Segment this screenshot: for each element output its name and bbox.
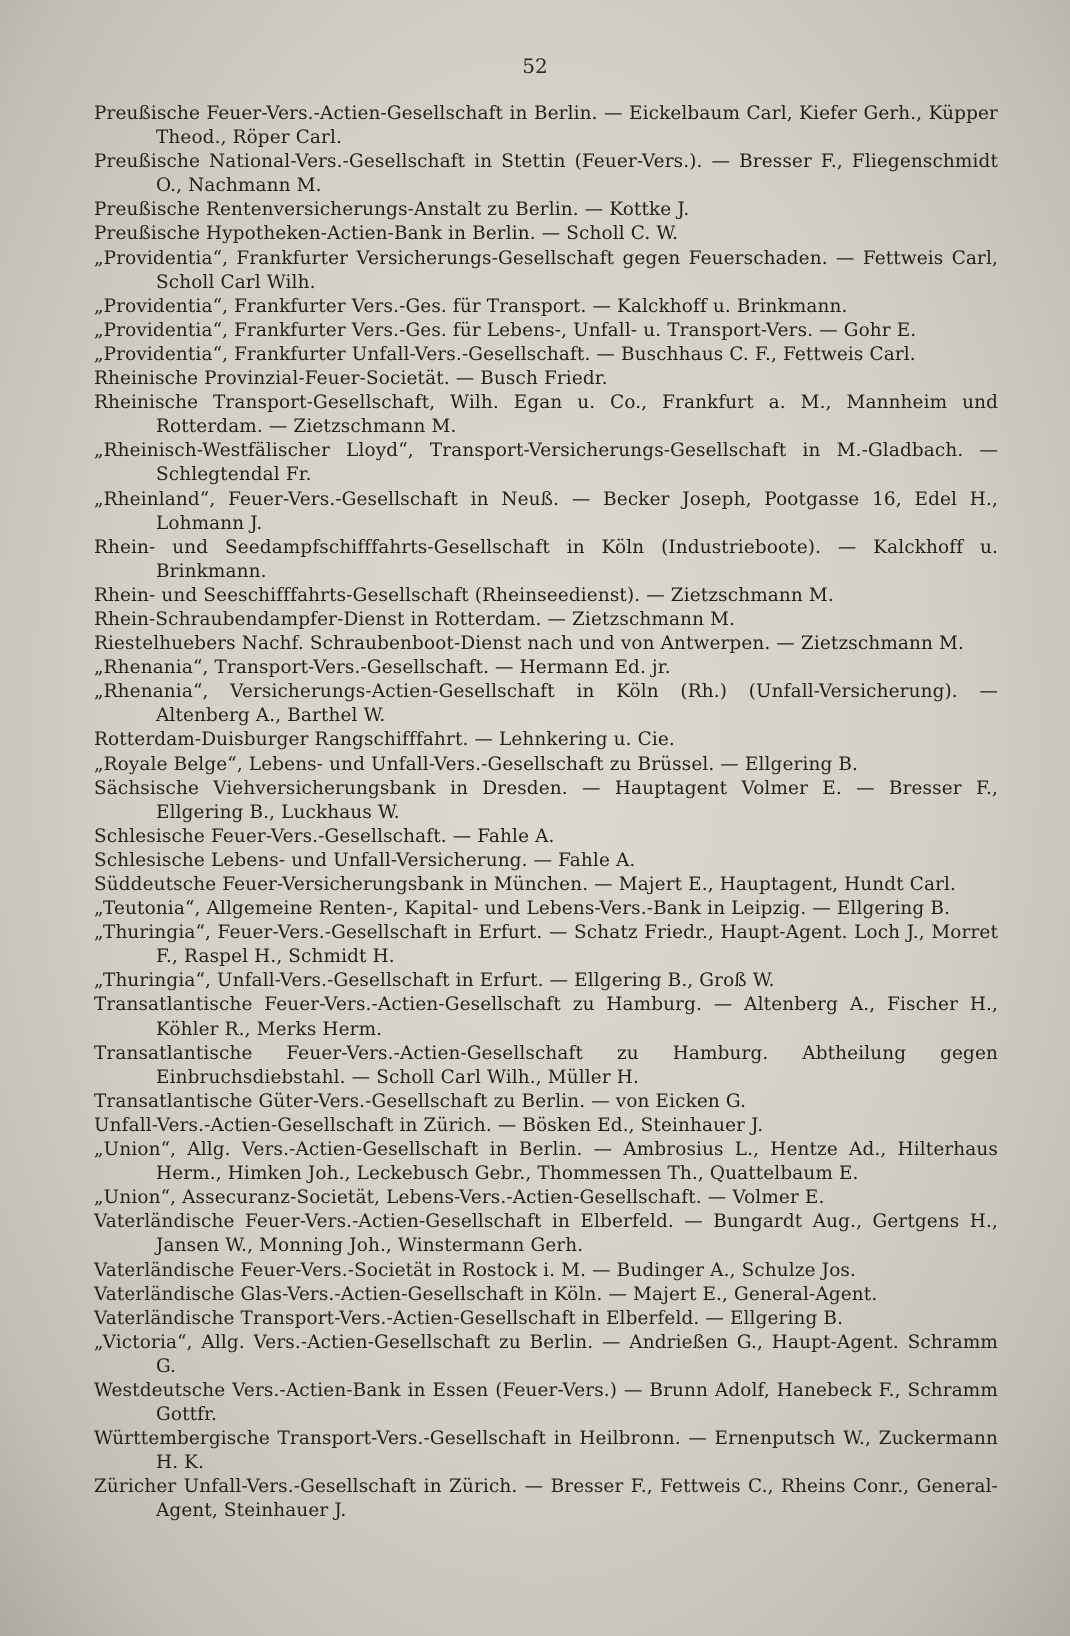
- list-item: „Rhenania“, Transport-Vers.-Gesellschaft. — Hermann Ed. jr.: [94, 657, 671, 679]
- entry-list: [94, 102, 998, 1524]
- list-item: Rhein- und Seedampfschifffahrts-Gesellschaft in Köln (Industrieboote). — Kalckhoff u. Brinkmann.: [94, 536, 998, 582]
- list-item: Sächsische Viehversicherungsbank in Dresden. — Hauptagent Volmer E. — Bresser F., Ellgering B., Luckhaus W.: [94, 777, 998, 823]
- list-item: „Providentia“, Frankfurter Unfall-Vers.-Gesellschaft. — Buschhaus C. F., Fettweis Carl.: [94, 343, 916, 365]
- list-item: Unfall-Vers.-Actien-Gesellschaft in Zürich. — Bösken Ed., Steinhauer J.: [94, 1114, 764, 1136]
- list-item: Preußische Feuer-Vers.-Actien-Gesellschaft in Berlin. — Eickelbaum Carl, Kiefer Gerh., Küpper Theod., Röper Carl.: [94, 103, 998, 149]
- list-item: Schlesische Feuer-Vers.-Gesellschaft. — Fahle A.: [94, 825, 555, 847]
- list-item: „Providentia“, Frankfurter Vers.-Ges. für Transport. — Kalckhoff u. Brinkmann.: [94, 295, 848, 317]
- list-item: „Victoria“, Allg. Vers.-Actien-Gesellschaft zu Berlin. — Andrießen G., Haupt-Agent. Schramm G.: [94, 1331, 998, 1377]
- list-item: Westdeutsche Vers.-Actien-Bank in Essen (Feuer-Vers.) — Brunn Adolf, Hanebeck F., Schramm Gottfr.: [94, 1379, 998, 1426]
- page-number: 52: [522, 54, 548, 78]
- list-item: „Thuringia“, Unfall-Vers.-Gesellschaft in Erfurt. — Ellgering B., Groß W.: [94, 970, 775, 992]
- list-item: Rheinische Transport-Gesellschaft, Wilh. Egan u. Co., Frankfurt a. M., Mannheim und Rotterdam. — Zietzschmann M.: [94, 392, 998, 438]
- list-item: Rheinische Provinzial-Feuer-Societät. — Busch Friedr.: [94, 368, 608, 390]
- list-item: „Union“, Allg. Vers.-Actien-Gesellschaft in Berlin. — Ambrosius L., Hentze Ad., Hilterhaus Herm., Himken Joh., Leckebusch Gebr., Thommessen Th., Quattelbaum E.: [94, 1139, 998, 1185]
- list-item: Vaterländische Feuer-Vers.-Actien-Gesellschaft in Elberfeld. — Bungardt Aug., Gertgens H., Jansen W., Monning Joh., Winstermann Gerh.: [94, 1211, 998, 1257]
- list-item: „Teutonia“, Allgemeine Renten-, Kapital- und Lebens-Vers.-Bank in Leipzig. — Ellgering B.: [94, 898, 950, 920]
- list-item: Preußische Rentenversicherungs-Anstalt zu Berlin. — Kottke J.: [94, 199, 690, 221]
- list-item: „Providentia“, Frankfurter Versicherungs-Gesellschaft gegen Feuerschaden. — Fettweis Carl, Scholl Carl Wilh.: [94, 247, 998, 293]
- list-item: Vaterländische Glas-Vers.-Actien-Gesellschaft in Köln. — Majert E., General-Agent.: [94, 1283, 878, 1305]
- list-item: „Rhenania“, Versicherungs-Actien-Gesellschaft in Köln (Rh.) (Unfall-Versicherung). — Altenberg A., Barthel W.: [94, 681, 998, 727]
- list-item: „Providentia“, Frankfurter Vers.-Ges. für Lebens-, Unfall- u. Transport-Vers. — Gohr E.: [94, 319, 917, 341]
- list-item: Rhein-Schraubendampfer-Dienst in Rotterdam. — Zietzschmann M.: [94, 608, 736, 630]
- list-item: Riestelhuebers Nachf. Schraubenboot-Dienst nach und von Antwerpen. — Zietzschmann M.: [94, 633, 964, 655]
- list-item: Rhein- und Seeschifffahrts-Gesellschaft (Rheinseedienst). — Zietzschmann M.: [94, 584, 834, 606]
- list-item: Preußische National-Vers.-Gesellschaft in Stettin (Feuer-Vers.). — Bresser F., Fliegenschmidt O., Nachmann M.: [94, 151, 998, 197]
- list-item: Transatlantische Feuer-Vers.-Actien-Gesellschaft zu Hamburg. Abtheilung gegen Einbruchsdiebstahl. — Scholl Carl Wilh., Müller H.: [94, 1042, 998, 1088]
- list-item: Preußische Hypotheken-Actien-Bank in Berlin. — Scholl C. W.: [94, 223, 679, 245]
- list-item: „Thuringia“, Feuer-Vers.-Gesellschaft in Erfurt. — Schatz Friedr., Haupt-Agent. Loch J., Morret F., Raspel H., Schmidt H.: [94, 922, 998, 968]
- list-item: Schlesische Lebens- und Unfall-Versicherung. — Fahle A.: [94, 849, 636, 871]
- list-item: Rotterdam-Duisburger Rangschifffahrt. — Lehnkering u. Cie.: [94, 729, 675, 751]
- list-item: Vaterländische Feuer-Vers.-Societät in Rostock i. M. — Budinger A., Schulze Jos.: [94, 1259, 856, 1281]
- list-item: Transatlantische Feuer-Vers.-Actien-Gesellschaft zu Hamburg. — Altenberg A., Fischer H., Köhler R., Merks Herm.: [94, 994, 998, 1040]
- list-item: „Union“, Assecuranz-Societät, Lebens-Vers.-Actien-Gesellschaft. — Volmer E.: [94, 1187, 825, 1209]
- list-item: „Rheinisch-Westfälischer Lloyd“, Transport-Versicherungs-Gesellschaft in M.-Gladbach. — Schlegtendal Fr.: [94, 440, 998, 486]
- list-item: Züricher Unfall-Vers.-Gesellschaft in Zürich. — Bresser F., Fettweis C., Rheins Conr., General-Agent, Steinhauer J.: [94, 1476, 998, 1522]
- list-item: Transatlantische Güter-Vers.-Gesellschaft zu Berlin. — von Eicken G.: [94, 1090, 747, 1112]
- list-item: Süddeutsche Feuer-Versicherungsbank in München. — Majert E., Hauptagent, Hundt Carl.: [94, 874, 957, 895]
- list-item: Württembergische Transport-Vers.-Gesellschaft in Heilbronn. — Ernenputsch W., Zuckermann H. K.: [94, 1428, 998, 1474]
- list-item: „Royale Belge“, Lebens- und Unfall-Vers.-Gesellschaft zu Brüssel. — Ellgering B.: [94, 753, 859, 775]
- list-item: „Rheinland“, Feuer-Vers.-Gesellschaft in Neuß. — Becker Joseph, Pootgasse 16, Edel H., Lohmann J.: [94, 488, 998, 534]
- list-item: Vaterländische Transport-Vers.-Actien-Gesellschaft in Elberfeld. — Ellgering B.: [94, 1307, 844, 1329]
